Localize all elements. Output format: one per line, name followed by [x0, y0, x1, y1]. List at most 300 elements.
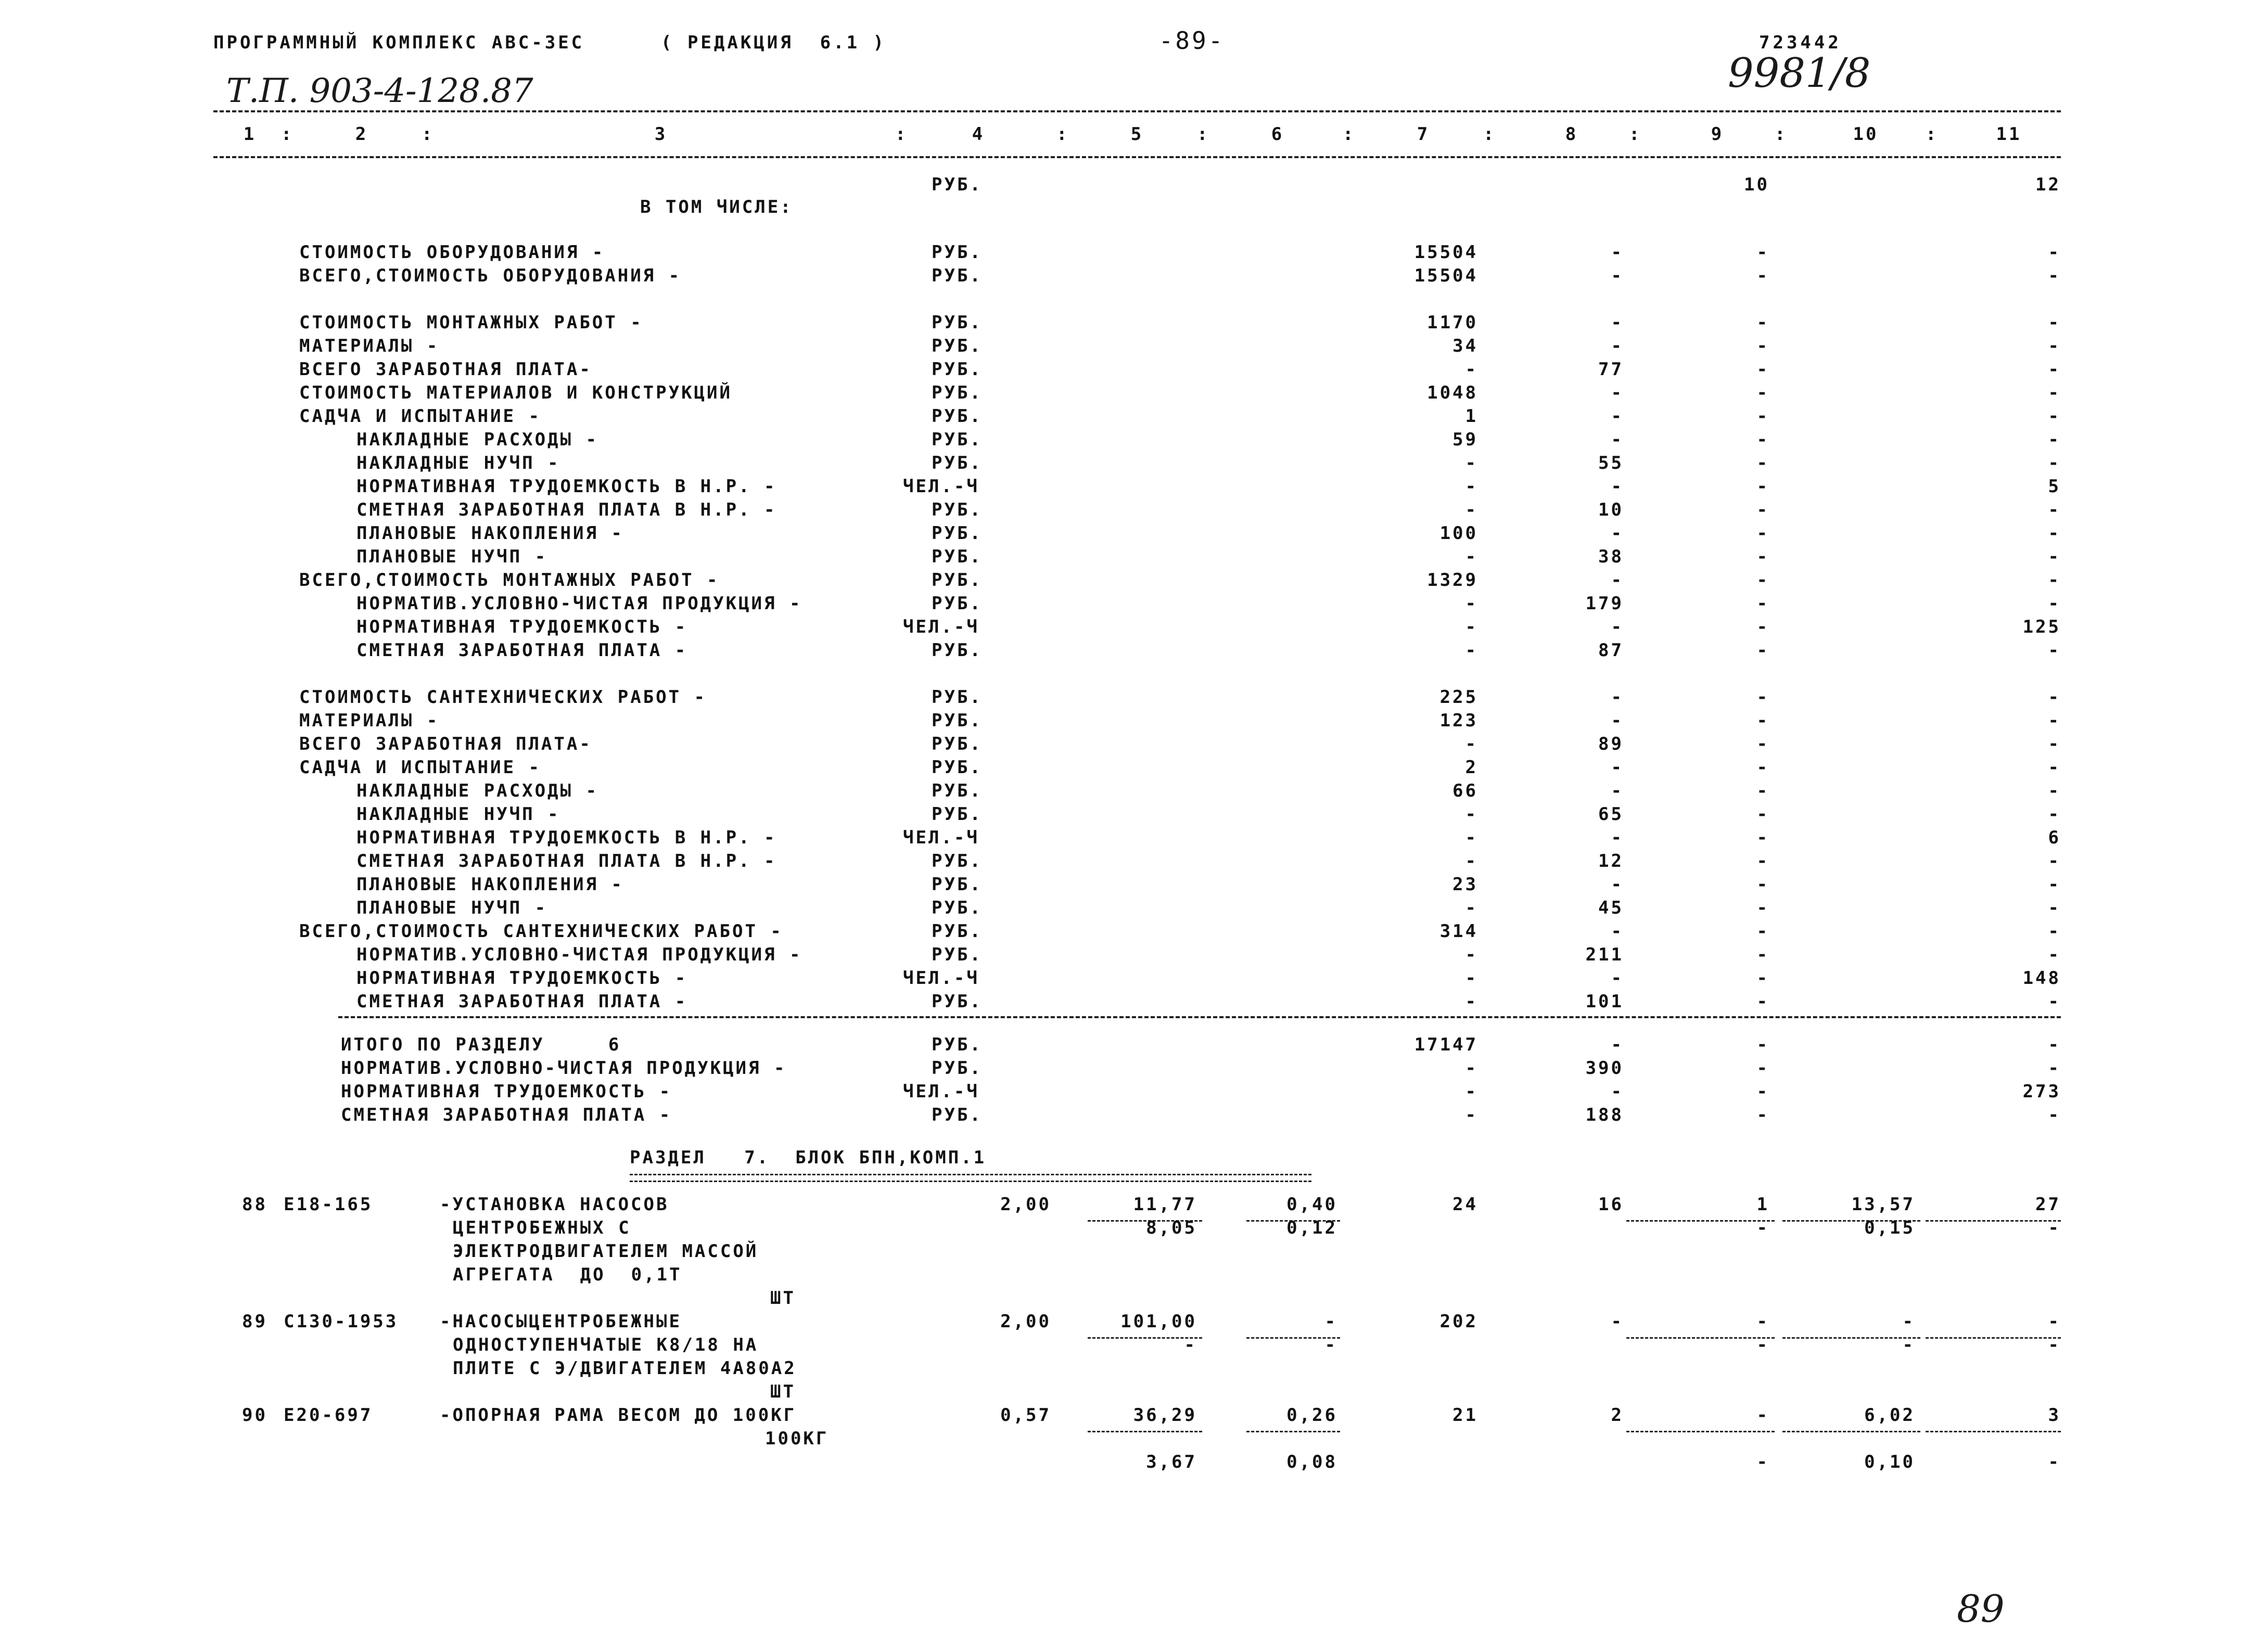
row-value-c11: - — [2048, 687, 2061, 708]
row-value-c9: - — [1756, 382, 1769, 403]
doc-number: 723442 — [1759, 32, 1842, 53]
row-value-c9: - — [1756, 406, 1769, 427]
item-value-c9-secondary: - — [1756, 1217, 1769, 1238]
column-separator: : — [281, 124, 294, 145]
row-value-c8: - — [1611, 687, 1624, 708]
item-value-c9: - — [1756, 1405, 1769, 1426]
opening-col11: 12 — [2035, 174, 2061, 195]
row-value-c11: - — [2048, 898, 2061, 918]
row-unit: РУБ. — [932, 804, 983, 825]
row-value-c7: 225 — [1439, 687, 1478, 708]
row-label: СТОИМОСТЬ МАТЕРИАЛОВ И КОНСТРУКЦИЙ — [299, 382, 732, 403]
row-value-c9: - — [1756, 827, 1769, 848]
row-value-c8: - — [1611, 710, 1624, 731]
row-value-c7: 1329 — [1427, 570, 1478, 591]
row-value-c8: 38 — [1598, 546, 1624, 567]
item-value-c5-secondary: - — [1184, 1335, 1197, 1355]
row-label: СМЕТНАЯ ЗАРАБОТНАЯ ПЛАТА В Н.Р. - — [356, 851, 777, 871]
total-value-c9: - — [1756, 1034, 1769, 1055]
item-description-line: ЭЛЕКТРОДВИГАТЕЛЕМ МАССОЙ — [453, 1241, 759, 1262]
row-unit: РУБ. — [932, 593, 983, 614]
column-number: 3 — [654, 124, 668, 145]
row-label: НАКЛАДНЫЕ РАСХОДЫ - — [356, 780, 598, 801]
row-value-c9: - — [1756, 453, 1769, 473]
item-value-qty: 0,57 — [1000, 1405, 1051, 1426]
item-value-c6-secondary: - — [1324, 1335, 1337, 1355]
row-value-c7: 59 — [1452, 429, 1478, 450]
handwritten-project-code: Т.П. 903-4-128.87 — [226, 72, 533, 110]
row-value-c11: - — [2048, 546, 2061, 567]
row-value-c11: - — [2048, 874, 2061, 895]
total-value-c9: - — [1756, 1058, 1769, 1079]
row-label: НОРМАТИВНАЯ ТРУДОЕМКОСТЬ - — [356, 617, 688, 637]
row-value-c9: - — [1756, 359, 1769, 380]
row-value-c9: - — [1756, 523, 1769, 544]
row-value-c8: 77 — [1598, 359, 1624, 380]
row-value-c11: - — [2048, 734, 2061, 754]
row-label: ВСЕГО,СТОИМОСТЬ ОБОРУДОВАНИЯ - — [299, 265, 682, 286]
row-value-c8: 55 — [1598, 453, 1624, 473]
row-value-c7: - — [1465, 617, 1478, 637]
row-value-c11: - — [2048, 570, 2061, 591]
row-label: СТОИМОСТЬ МОНТАЖНЫХ РАБОТ - — [299, 312, 643, 333]
row-value-c8: 65 — [1598, 804, 1624, 825]
row-label: НОРМАТИВНАЯ ТРУДОЕМКОСТЬ В Н.Р. - — [356, 827, 777, 848]
column-separator: : — [1483, 124, 1496, 145]
item-value-c5: 11,77 — [1133, 1194, 1197, 1215]
total-value-c11: - — [2048, 1034, 2061, 1055]
total-unit: РУБ. — [932, 1058, 983, 1079]
row-value-c11: - — [2048, 851, 2061, 871]
row-value-c7: - — [1465, 476, 1478, 497]
row-value-c9: - — [1756, 757, 1769, 778]
row-value-c7: - — [1465, 453, 1478, 473]
row-unit: РУБ. — [932, 359, 983, 380]
subheading: В ТОМ ЧИСЛЕ: — [640, 197, 793, 217]
row-value-c7: - — [1465, 546, 1478, 567]
row-value-c7: 314 — [1439, 921, 1478, 942]
row-value-c8: - — [1611, 874, 1624, 895]
row-value-c9: - — [1756, 640, 1769, 661]
row-label: ПЛАНОВЫЕ НУЧП - — [356, 546, 548, 567]
row-unit: РУБ. — [932, 429, 983, 450]
row-label: НАКЛАДНЫЕ РАСХОДЫ - — [356, 429, 598, 450]
row-value-c7: 100 — [1439, 523, 1478, 544]
row-value-c9: - — [1756, 921, 1769, 942]
cell-rule — [1246, 1431, 1340, 1432]
row-unit: РУБ. — [932, 570, 983, 591]
row-value-c9: - — [1756, 780, 1769, 801]
total-unit: РУБ. — [932, 1105, 983, 1125]
total-unit: РУБ. — [932, 1034, 983, 1055]
row-label: СТОИМОСТЬ САНТЕХНИЧЕСКИХ РАБОТ - — [299, 687, 707, 708]
column-number: 8 — [1565, 124, 1578, 145]
item-value-c8: 2 — [1611, 1405, 1624, 1426]
row-label: НОРМАТИВНАЯ ТРУДОЕМКОСТЬ - — [356, 968, 688, 989]
column-number: 11 — [1996, 124, 2022, 145]
row-value-c11: - — [2048, 593, 2061, 614]
row-unit: РУБ. — [932, 523, 983, 544]
row-value-c9: - — [1756, 593, 1769, 614]
column-number: 1 — [243, 124, 257, 145]
row-label: САДЧА И ИСПЫТАНИЕ - — [299, 757, 541, 778]
item-value-c10-secondary: - — [1902, 1335, 1915, 1355]
total-value-c8: - — [1611, 1081, 1624, 1102]
row-value-c8: - — [1611, 336, 1624, 356]
row-unit: РУБ. — [932, 242, 983, 263]
row-unit: ЧЕЛ.-Ч — [903, 476, 979, 497]
item-value-c9: 1 — [1756, 1194, 1769, 1215]
row-value-c7: - — [1465, 593, 1478, 614]
item-value-c5: 101,00 — [1120, 1311, 1197, 1332]
row-value-c7: - — [1465, 804, 1478, 825]
row-label: НОРМАТИВНАЯ ТРУДОЕМКОСТЬ В Н.Р. - — [356, 476, 777, 497]
row-unit: РУБ. — [932, 898, 983, 918]
row-unit: РУБ. — [932, 312, 983, 333]
row-value-c8: 179 — [1585, 593, 1624, 614]
column-number: 6 — [1271, 124, 1284, 145]
row-value-c9: - — [1756, 944, 1769, 965]
row-value-c8: - — [1611, 570, 1624, 591]
item-description-line: ПЛИТЕ С Э/ДВИГАТЕЛЕМ 4А80А2 — [453, 1358, 797, 1379]
row-value-c7: - — [1465, 968, 1478, 989]
item-number: 89 — [242, 1311, 267, 1332]
total-value-c11: 273 — [2022, 1081, 2061, 1102]
row-value-c8: 87 — [1598, 640, 1624, 661]
row-unit: ЧЕЛ.-Ч — [903, 827, 979, 848]
column-separator: : — [1629, 124, 1642, 145]
total-value-c7: - — [1465, 1105, 1478, 1125]
row-value-c11: - — [2048, 242, 2061, 263]
row-value-c9: - — [1756, 898, 1769, 918]
item-value-c5-secondary: 8,05 — [1146, 1217, 1197, 1238]
row-label: ПЛАНОВЫЕ НАКОПЛЕНИЯ - — [356, 874, 624, 895]
item-description-line: -ОПОРНАЯ РАМА ВЕСОМ ДО 100КГ — [440, 1405, 797, 1426]
row-value-c7: 1170 — [1427, 312, 1478, 333]
handwritten-reference: 9981/8 — [1728, 50, 1871, 97]
program-name: ПРОГРАММНЫЙ КОМПЛЕКС АВС-ЗЕС — [213, 32, 585, 53]
row-value-c9: - — [1756, 804, 1769, 825]
item-code: С130-1953 — [284, 1311, 399, 1332]
item-description-line: АГРЕГАТА ДО 0,1Т — [453, 1264, 682, 1285]
item-value-c9-secondary: - — [1756, 1452, 1769, 1472]
total-label: ИТОГО ПО РАЗДЕЛУ 6 — [341, 1034, 621, 1055]
row-value-c9: - — [1756, 734, 1769, 754]
row-value-c7: 34 — [1452, 336, 1478, 356]
row-unit: РУБ. — [932, 546, 983, 567]
row-value-c7: - — [1465, 991, 1478, 1012]
total-value-c8: 390 — [1585, 1058, 1624, 1079]
row-value-c11: - — [2048, 991, 2061, 1012]
column-separator: : — [895, 124, 908, 145]
row-unit: РУБ. — [932, 757, 983, 778]
cell-rule — [1626, 1431, 1775, 1432]
column-number: 4 — [972, 124, 985, 145]
column-number: 2 — [355, 124, 368, 145]
row-value-c11: - — [2048, 336, 2061, 356]
row-unit: РУБ. — [932, 780, 983, 801]
row-value-c11: - — [2048, 429, 2061, 450]
footer-page-number: 89 — [1957, 1587, 2005, 1631]
row-value-c8: 89 — [1598, 734, 1624, 754]
item-value-c8: 16 — [1598, 1194, 1624, 1215]
row-label: ПЛАНОВЫЕ НАКОПЛЕНИЯ - — [356, 523, 624, 544]
row-unit: РУБ. — [932, 453, 983, 473]
row-value-c8: - — [1611, 406, 1624, 427]
row-value-c9: - — [1756, 617, 1769, 637]
row-unit: РУБ. — [932, 265, 983, 286]
row-value-c11: - — [2048, 710, 2061, 731]
row-value-c7: 23 — [1452, 874, 1478, 895]
item-unit: ШТ — [770, 1381, 796, 1402]
item-value-c11-secondary: - — [2048, 1335, 2061, 1355]
row-value-c8: 45 — [1598, 898, 1624, 918]
row-value-c7: 1048 — [1427, 382, 1478, 403]
item-value-c5-secondary: 3,67 — [1146, 1452, 1197, 1472]
column-number: 5 — [1130, 124, 1144, 145]
row-value-c8: - — [1611, 265, 1624, 286]
row-label: СМЕТНАЯ ЗАРАБОТНАЯ ПЛАТА В Н.Р. - — [356, 499, 777, 520]
column-number: 7 — [1417, 124, 1430, 145]
column-separator: : — [1056, 124, 1069, 145]
item-value-c7: 24 — [1452, 1194, 1478, 1215]
edition-label: ( РЕДАКЦИЯ 6.1 ) — [661, 32, 886, 53]
item-value-c9-secondary: - — [1756, 1335, 1769, 1355]
row-label: НОРМАТИВ.УСЛОВНО-ЧИСТАЯ ПРОДУКЦИЯ - — [356, 944, 802, 965]
item-value-c6: 0,26 — [1286, 1405, 1337, 1426]
row-value-c7: - — [1465, 359, 1478, 380]
row-value-c8: - — [1611, 429, 1624, 450]
cell-rule — [1782, 1431, 1920, 1432]
row-value-c8: - — [1611, 827, 1624, 848]
row-value-c11: - — [2048, 312, 2061, 333]
row-unit: РУБ. — [932, 687, 983, 708]
item-number: 90 — [242, 1405, 267, 1426]
item-value-c6: - — [1324, 1311, 1337, 1332]
item-value-c11: - — [2048, 1311, 2061, 1332]
row-unit: ЧЕЛ.-Ч — [903, 617, 979, 637]
row-value-c11: - — [2048, 757, 2061, 778]
item-description-line: -УСТАНОВКА НАСОСОВ — [440, 1194, 669, 1215]
item-value-c7: 202 — [1439, 1311, 1478, 1332]
row-value-c9: - — [1756, 687, 1769, 708]
row-unit: РУБ. — [932, 944, 983, 965]
row-value-c11: - — [2048, 523, 2061, 544]
row-value-c8: - — [1611, 757, 1624, 778]
row-label: НАКЛАДНЫЕ НУЧП - — [356, 453, 560, 473]
cell-rule — [1926, 1431, 2061, 1432]
row-value-c11: - — [2048, 921, 2061, 942]
item-value-c10-secondary: 0,15 — [1864, 1217, 1915, 1238]
item-code: Е18-165 — [284, 1194, 373, 1215]
total-label: НОРМАТИВНАЯ ТРУДОЕМКОСТЬ - — [341, 1081, 672, 1102]
row-value-c9: - — [1756, 476, 1769, 497]
row-unit: РУБ. — [932, 851, 983, 871]
row-value-c9: - — [1756, 312, 1769, 333]
total-value-c9: - — [1756, 1105, 1769, 1125]
row-value-c9: - — [1756, 546, 1769, 567]
column-separator: : — [1775, 124, 1788, 145]
row-value-c9: - — [1756, 570, 1769, 591]
row-label: НАКЛАДНЫЕ НУЧП - — [356, 804, 560, 825]
row-value-c11: - — [2048, 382, 2061, 403]
column-separator: : — [1343, 124, 1356, 145]
row-label: НОРМАТИВ.УСЛОВНО-ЧИСТАЯ ПРОДУКЦИЯ - — [356, 593, 802, 614]
row-unit: РУБ. — [932, 499, 983, 520]
item-value-c11-secondary: - — [2048, 1217, 2061, 1238]
row-label: МАТЕРИАЛЫ - — [299, 336, 440, 356]
row-label: ВСЕГО ЗАРАБОТНАЯ ПЛАТА- — [299, 359, 592, 380]
item-value-c6-secondary: 0,12 — [1286, 1217, 1337, 1238]
row-value-c7: 15504 — [1414, 265, 1478, 286]
item-description-line: ЦЕНТРОБЕЖНЫХ С — [453, 1217, 631, 1238]
item-description-line: ОДНОСТУПЕНЧАТЫЕ К8/18 НА — [453, 1335, 759, 1355]
row-label: СМЕТНАЯ ЗАРАБОТНАЯ ПЛАТА - — [356, 640, 688, 661]
row-value-c9: - — [1756, 336, 1769, 356]
column-number: 9 — [1711, 124, 1724, 145]
row-value-c8: 101 — [1585, 991, 1624, 1012]
total-value-c9: - — [1756, 1081, 1769, 1102]
row-value-c11: - — [2048, 453, 2061, 473]
row-unit: РУБ. — [932, 921, 983, 942]
row-unit: РУБ. — [932, 640, 983, 661]
row-value-c11: - — [2048, 499, 2061, 520]
row-value-c7: 2 — [1465, 757, 1478, 778]
row-label: ВСЕГО,СТОИМОСТЬ МОНТАЖНЫХ РАБОТ - — [299, 570, 720, 591]
item-value-c8: - — [1611, 1311, 1624, 1332]
row-value-c8: 211 — [1585, 944, 1624, 965]
row-unit: РУБ. — [932, 382, 983, 403]
row-value-c11: 5 — [2048, 476, 2061, 497]
row-unit: РУБ. — [932, 406, 983, 427]
column-separator: : — [422, 124, 435, 145]
total-value-c11: - — [2048, 1058, 2061, 1079]
item-value-c10-secondary: 0,10 — [1864, 1452, 1915, 1472]
header-rule — [213, 156, 2061, 158]
row-value-c11: 6 — [2048, 827, 2061, 848]
item-value-c10: 13,57 — [1851, 1194, 1915, 1215]
row-value-c7: 1 — [1465, 406, 1478, 427]
totals-rule — [338, 1016, 2061, 1018]
row-label: МАТЕРИАЛЫ - — [299, 710, 440, 731]
item-description-line: -НАСОСЫЦЕНТРОБЕЖНЫЕ — [440, 1311, 682, 1332]
row-value-c11: - — [2048, 804, 2061, 825]
row-value-c7: - — [1465, 827, 1478, 848]
row-value-c11: 148 — [2022, 968, 2061, 989]
item-unit: ШТ — [770, 1288, 796, 1309]
row-value-c9: - — [1756, 991, 1769, 1012]
row-value-c9: - — [1756, 968, 1769, 989]
row-value-c11: - — [2048, 640, 2061, 661]
row-unit: РУБ. — [932, 991, 983, 1012]
row-value-c11: - — [2048, 944, 2061, 965]
page-number: -89- — [1158, 27, 1225, 55]
row-value-c7: - — [1465, 851, 1478, 871]
item-value-c11: 27 — [2035, 1194, 2061, 1215]
row-value-c7: 15504 — [1414, 242, 1478, 263]
row-value-c9: - — [1756, 499, 1769, 520]
total-value-c7: 17147 — [1414, 1034, 1478, 1055]
total-label: НОРМАТИВ.УСЛОВНО-ЧИСТАЯ ПРОДУКЦИЯ - — [341, 1058, 787, 1079]
row-unit: ЧЕЛ.-Ч — [903, 968, 979, 989]
row-value-c8: 10 — [1598, 499, 1624, 520]
section-underline — [630, 1174, 1311, 1182]
top-rule — [213, 110, 2061, 112]
total-value-c7: - — [1465, 1058, 1478, 1079]
row-label: САДЧА И ИСПЫТАНИЕ - — [299, 406, 541, 427]
row-label: СТОИМОСТЬ ОБОРУДОВАНИЯ - — [299, 242, 605, 263]
item-code: Е20-697 — [284, 1405, 373, 1426]
item-value-c11: 3 — [2048, 1405, 2061, 1426]
column-number: 10 — [1853, 124, 1879, 145]
row-value-c9: - — [1756, 710, 1769, 731]
row-value-c7: - — [1465, 944, 1478, 965]
item-value-c6-secondary: 0,08 — [1286, 1452, 1337, 1472]
row-value-c11: - — [2048, 406, 2061, 427]
row-label: ПЛАНОВЫЕ НУЧП - — [356, 898, 548, 918]
row-value-c8: - — [1611, 242, 1624, 263]
total-value-c7: - — [1465, 1081, 1478, 1102]
item-value-c11-secondary: - — [2048, 1452, 2061, 1472]
row-value-c8: 12 — [1598, 851, 1624, 871]
item-number: 88 — [242, 1194, 267, 1215]
column-separator: : — [1926, 124, 1939, 145]
total-label: СМЕТНАЯ ЗАРАБОТНАЯ ПЛАТА - — [341, 1105, 672, 1125]
total-unit: ЧЕЛ.-Ч — [903, 1081, 979, 1102]
total-value-c8: 188 — [1585, 1105, 1624, 1125]
row-value-c8: - — [1611, 968, 1624, 989]
opening-col9: 10 — [1744, 174, 1769, 195]
row-value-c7: - — [1465, 640, 1478, 661]
item-value-c5: 36,29 — [1133, 1405, 1197, 1426]
row-label: СМЕТНАЯ ЗАРАБОТНАЯ ПЛАТА - — [356, 991, 688, 1012]
item-value-c6: 0,40 — [1286, 1194, 1337, 1215]
row-value-c8: - — [1611, 523, 1624, 544]
row-value-c9: - — [1756, 242, 1769, 263]
row-label: ВСЕГО,СТОИМОСТЬ САНТЕХНИЧЕСКИХ РАБОТ - — [299, 921, 783, 942]
item-unit: 100КГ — [765, 1428, 829, 1449]
row-value-c8: - — [1611, 617, 1624, 637]
row-unit: РУБ. — [932, 734, 983, 754]
column-separator: : — [1197, 124, 1210, 145]
row-value-c11: - — [2048, 265, 2061, 286]
item-value-c9: - — [1756, 1311, 1769, 1332]
row-unit: РУБ. — [932, 336, 983, 356]
row-unit: РУБ. — [932, 874, 983, 895]
row-value-c8: - — [1611, 382, 1624, 403]
total-value-c8: - — [1611, 1034, 1624, 1055]
row-value-c8: - — [1611, 921, 1624, 942]
item-value-c10: 6,02 — [1864, 1405, 1915, 1426]
row-value-c8: - — [1611, 476, 1624, 497]
row-value-c7: - — [1465, 499, 1478, 520]
row-value-c9: - — [1756, 429, 1769, 450]
row-value-c8: - — [1611, 312, 1624, 333]
row-unit: РУБ. — [932, 710, 983, 731]
item-value-c10: - — [1902, 1311, 1915, 1332]
row-label: ВСЕГО ЗАРАБОТНАЯ ПЛАТА- — [299, 734, 592, 754]
row-value-c7: 66 — [1452, 780, 1478, 801]
row-value-c7: - — [1465, 898, 1478, 918]
item-value-c7: 21 — [1452, 1405, 1478, 1426]
item-value-qty: 2,00 — [1000, 1311, 1051, 1332]
row-value-c11: - — [2048, 780, 2061, 801]
section-title: РАЗДЕЛ 7. БЛОК БПН,КОМП.1 — [630, 1147, 987, 1168]
row-value-c9: - — [1756, 265, 1769, 286]
total-value-c11: - — [2048, 1105, 2061, 1125]
row-value-c11: 125 — [2022, 617, 2061, 637]
row-value-c8: - — [1611, 780, 1624, 801]
